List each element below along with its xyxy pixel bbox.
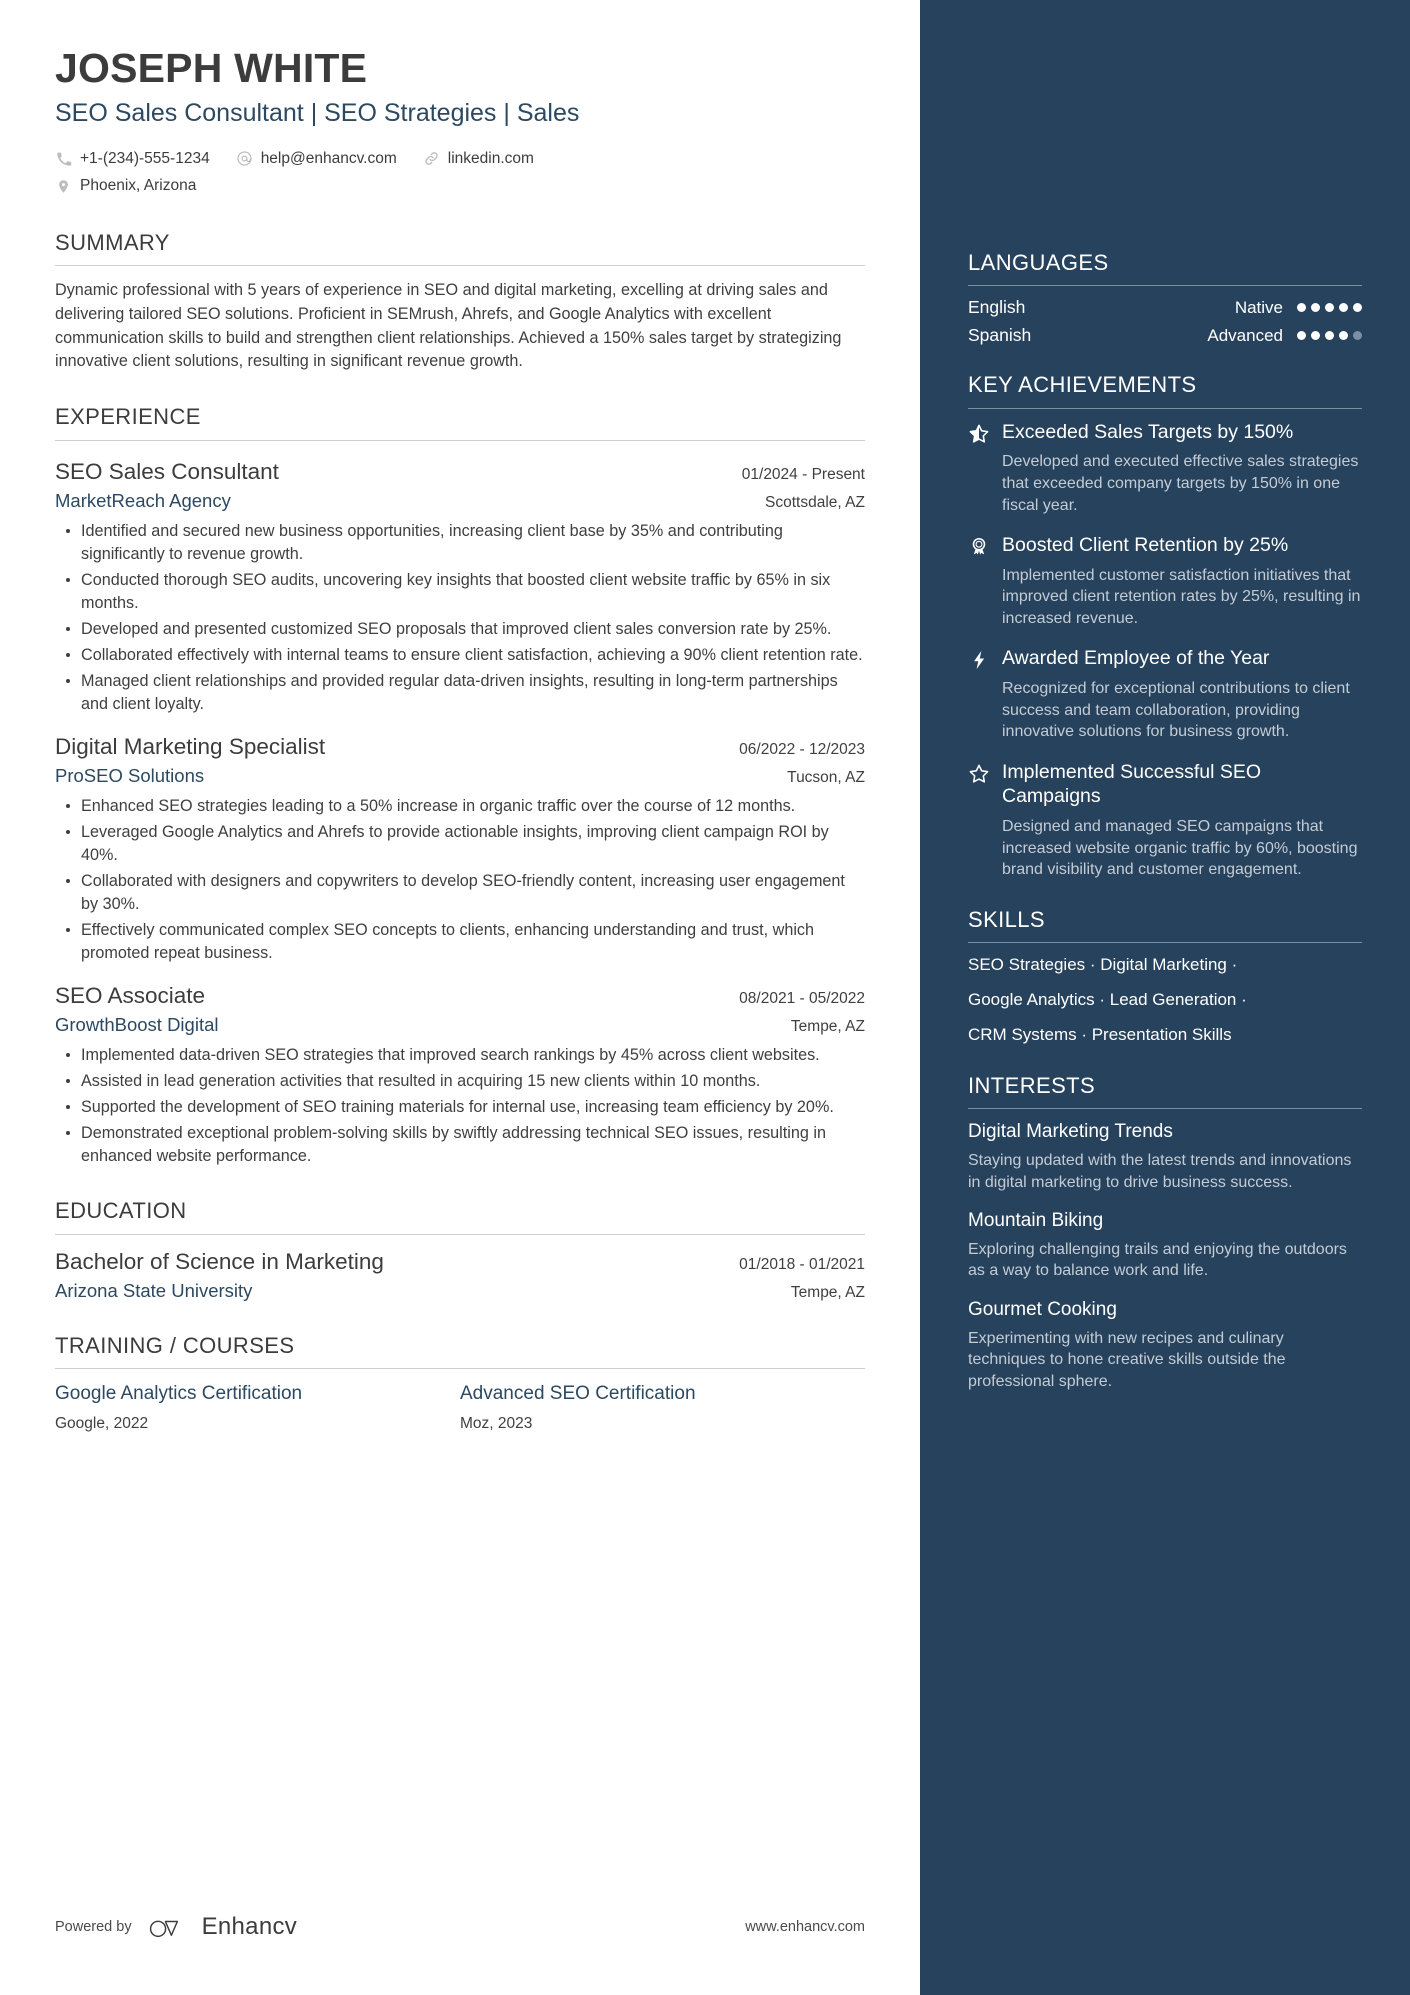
- company-name: GrowthBoost Digital: [55, 1014, 219, 1036]
- headline: SEO Sales Consultant | SEO Strategies | Sales: [55, 98, 580, 127]
- language-level: Native: [1234, 297, 1283, 317]
- award-ribbon-icon: [968, 533, 1002, 629]
- summary-text: Dynamic professional with 5 years of experience in SEO and digital marketing, excelling at driving sales and delivering tailored SEO solutions. Proficient in SEMrush, Ahrefs, and Google Analytics with excellent communication skills to build and strengthen client relationships. Achieved a 150% sales target by strategizing innovative client solutions, resulting in significant revenue growth.: [55, 281, 842, 371]
- entry-heading-row: [55, 1248, 865, 1276]
- section-languages: [968, 250, 1362, 346]
- achievement-body: [1002, 760, 1362, 881]
- list-item: Managed client relationships and provided regular data-driven insights, resulting in long-term partnerships and client loyalty.: [79, 670, 865, 716]
- rating-dot: [1311, 331, 1320, 340]
- interest-name: Gourmet Cooking: [968, 1299, 1117, 1321]
- achievement-title: Boosted Client Retention by 25%: [1002, 534, 1289, 557]
- achievement-item: [968, 760, 1362, 881]
- achievement-title: Implemented Successful SEO Campaigns: [1002, 760, 1262, 808]
- divider: [968, 408, 1362, 409]
- contact-row-primary: [55, 145, 865, 172]
- rating-dot: [1325, 331, 1334, 340]
- achievement-desc: Designed and managed SEO campaigns that increased website organic traffic by 60%, boosting brand visibility and customer engagement.: [1002, 817, 1358, 879]
- courses-grid: [55, 1382, 865, 1433]
- achievement-item: [968, 420, 1362, 516]
- list-item: Collaborated with designers and copywriters to develop SEO-friendly content, increasing user engagement by 30%.: [79, 870, 865, 916]
- divider: [55, 440, 865, 441]
- experience-entry: [55, 982, 865, 1168]
- contact-linkedin-text: linkedin.com: [447, 150, 534, 168]
- language-rating-dots: [1297, 303, 1362, 312]
- rating-dot: [1297, 331, 1306, 340]
- list-item: Implemented data-driven SEO strategies that improved search rankings by 45% across client websites.: [79, 1044, 865, 1067]
- contact-location: [55, 172, 196, 199]
- entry-heading-row: [55, 982, 865, 1010]
- list-item: Assisted in lead generation activities that resulted in acquiring 15 new clients within 10 months.: [79, 1070, 865, 1093]
- list-item: Leveraged Google Analytics and Ahrefs to provide actionable insights, improving client campaign ROI by 40%.: [79, 821, 865, 867]
- contact-row-secondary: [55, 172, 865, 199]
- contact-phone[interactable]: [55, 145, 210, 172]
- divider: [968, 285, 1362, 286]
- experience-entry: [55, 458, 865, 716]
- degree-title: Bachelor of Science in Marketing: [55, 1248, 384, 1274]
- entry-sub-row: [55, 489, 865, 513]
- contact-location-text: Phoenix, Arizona: [80, 177, 197, 195]
- link-icon: [423, 150, 440, 167]
- list-item: Demonstrated exceptional problem-solving skills by swiftly addressing technical SEO issues, resulting in enhanced website performance.: [79, 1122, 865, 1168]
- email-icon: [236, 150, 253, 167]
- interest-name: Digital Marketing Trends: [968, 1121, 1173, 1143]
- company-name: ProSEO Solutions: [55, 764, 205, 786]
- interest-desc: Experimenting with new recipes and culinary techniques to hone creative skills outside the professional sphere.: [968, 1329, 1286, 1390]
- skill-line: CRM Systems · Presentation Skills: [968, 1024, 1232, 1044]
- achievement-desc: Implemented customer satisfaction initiatives that improved client retention rates by 25%, resulting in increased revenue.: [1002, 566, 1361, 627]
- job-date: 08/2021 - 05/2022: [739, 990, 865, 1008]
- entry-sub-row: [55, 764, 865, 788]
- section-experience: [55, 404, 865, 1168]
- achievement-desc: Developed and executed effective sales strategies that exceeded company targets by 150% in one fiscal year.: [1002, 453, 1359, 514]
- rating-dot: [1325, 303, 1334, 312]
- course-meta: Google, 2022: [55, 1414, 149, 1432]
- interest-desc: Staying updated with the latest trends and innovations in digital marketing to drive business success.: [968, 1152, 1352, 1191]
- job-title: Digital Marketing Specialist: [55, 733, 326, 759]
- section-title-interests: INTERESTS: [968, 1072, 1096, 1098]
- enhancv-mark-icon: [148, 1914, 192, 1940]
- achievement-item: [968, 533, 1362, 629]
- interest-item: [968, 1209, 1362, 1282]
- job-location: Tucson, AZ: [787, 768, 865, 786]
- sidebar: [920, 0, 1410, 1995]
- rating-dot: [1339, 331, 1348, 340]
- divider: [968, 1108, 1362, 1109]
- skill-line: SEO Strategies · Digital Marketing ·: [968, 955, 1238, 975]
- entry-heading-row: [55, 733, 865, 761]
- education-entry: [55, 1248, 865, 1303]
- entry-heading-row: [55, 458, 865, 486]
- course-item: [55, 1382, 460, 1433]
- section-key-achievements: [968, 372, 1362, 880]
- interest-item: [968, 1120, 1362, 1193]
- contact-block: [55, 145, 865, 200]
- divider: [968, 942, 1362, 943]
- enhancv-wordmark: Enhancv: [201, 1913, 298, 1940]
- enhancv-logo: [148, 1913, 298, 1941]
- job-bullets: [55, 795, 865, 965]
- list-item: Identified and secured new business opportunities, increasing client base by 35% and contributing significantly to revenue growth.: [79, 520, 865, 566]
- school-name: Arizona State University: [55, 1279, 253, 1301]
- lightning-bolt-icon: [968, 646, 1002, 742]
- experience-entry: [55, 733, 865, 965]
- job-bullets: [55, 1044, 865, 1168]
- language-row: [968, 297, 1362, 318]
- interest-desc: Exploring challenging trails and enjoying the outdoors as a way to balance work and life.: [968, 1240, 1347, 1280]
- section-interests: [968, 1073, 1362, 1393]
- list-item: Developed and presented customized SEO proposals that improved client sales conversion rate by 25%.: [79, 618, 865, 641]
- list-item: Supported the development of SEO training materials for internal use, increasing team efficiency by 20%.: [79, 1096, 865, 1119]
- language-name: English: [968, 297, 1026, 318]
- list-item: Collaborated effectively with internal teams to ensure client satisfaction, achieving a 90% client retention rate.: [79, 644, 865, 667]
- list-item: Effectively communicated complex SEO concepts to clients, enhancing understanding and trust, which promoted repeat business.: [79, 919, 865, 965]
- page-title: JOSEPH WHITE: [55, 45, 368, 91]
- star-outline-icon: [968, 760, 1002, 881]
- section-summary: [55, 230, 865, 375]
- divider: [55, 265, 865, 266]
- language-rating-dots: [1297, 331, 1362, 340]
- section-title-achievements: KEY ACHIEVEMENTS: [968, 372, 1197, 398]
- contact-email-text: help@enhancv.com: [260, 150, 397, 168]
- achievement-title: Exceeded Sales Targets by 150%: [1002, 420, 1294, 443]
- course-name: Advanced SEO Certification: [460, 1383, 696, 1405]
- site-url[interactable]: www.enhancv.com: [745, 1919, 865, 1935]
- section-education: [55, 1198, 865, 1303]
- half-star-icon: [968, 420, 1002, 516]
- page-footer: [55, 1913, 865, 1941]
- section-title-skills: SKILLS: [968, 906, 1046, 932]
- rating-dot: [1339, 303, 1348, 312]
- company-name: MarketReach Agency: [55, 489, 231, 511]
- phone-icon: [55, 150, 72, 167]
- job-date: 06/2022 - 12/2023: [739, 740, 865, 758]
- location-icon: [55, 178, 72, 195]
- contact-linkedin[interactable]: [423, 145, 534, 172]
- achievement-desc: Recognized for exceptional contributions to client success and team collaboration, providing innovative solutions for business growth.: [1002, 680, 1350, 741]
- job-title: SEO Associate: [55, 983, 206, 1009]
- resume-header: [55, 46, 865, 200]
- achievement-title: Awarded Employee of the Year: [1002, 647, 1270, 670]
- interest-item: [968, 1298, 1362, 1392]
- skill-line: Google Analytics · Lead Generation ·: [968, 990, 1247, 1010]
- list-item: Conducted thorough SEO audits, uncovering key insights that boosted client website traffic by 65% in six months.: [79, 569, 865, 615]
- achievement-body: [1002, 646, 1362, 742]
- degree-date: 01/2018 - 01/2021: [739, 1255, 865, 1273]
- achievement-body: [1002, 533, 1362, 629]
- rating-dot: [1297, 303, 1306, 312]
- course-item: [460, 1382, 865, 1433]
- entry-sub-row: [55, 1013, 865, 1037]
- school-location: Tempe, AZ: [790, 1283, 865, 1301]
- rating-dot: [1353, 303, 1362, 312]
- job-location: Tempe, AZ: [790, 1018, 865, 1036]
- language-row: [968, 325, 1362, 346]
- rating-dot-empty: [1353, 331, 1362, 340]
- section-title-summary: SUMMARY: [55, 229, 170, 255]
- job-bullets: [55, 520, 865, 716]
- rating-dot: [1311, 303, 1320, 312]
- section-title-education: EDUCATION: [55, 1198, 187, 1224]
- powered-by-label: Powered by: [55, 1919, 132, 1935]
- list-item: Enhanced SEO strategies leading to a 50% increase in organic traffic over the course of 12 months.: [79, 795, 865, 818]
- job-date: 01/2024 - Present: [741, 465, 865, 483]
- course-meta: Moz, 2023: [460, 1414, 533, 1432]
- section-title-languages: LANGUAGES: [968, 250, 1109, 275]
- contact-phone-text: +1-(234)-555-1234: [80, 150, 210, 168]
- section-skills: [968, 907, 1362, 1047]
- section-title-courses: TRAINING / COURSES: [55, 1332, 295, 1358]
- interest-name: Mountain Biking: [968, 1210, 1104, 1232]
- job-location: Scottsdale, AZ: [765, 493, 865, 511]
- achievement-item: [968, 646, 1362, 742]
- job-title: SEO Sales Consultant: [55, 458, 279, 484]
- section-courses: [55, 1333, 865, 1433]
- course-name: Google Analytics Certification: [55, 1383, 303, 1405]
- language-name: Spanish: [968, 325, 1032, 346]
- powered-by-block: [55, 1913, 297, 1941]
- entry-sub-row: [55, 1279, 865, 1303]
- section-title-experience: EXPERIENCE: [55, 404, 201, 430]
- language-level: Advanced: [1207, 325, 1283, 345]
- achievement-body: [1002, 420, 1362, 516]
- divider: [55, 1368, 865, 1369]
- divider: [55, 1234, 865, 1235]
- contact-email[interactable]: [236, 145, 397, 172]
